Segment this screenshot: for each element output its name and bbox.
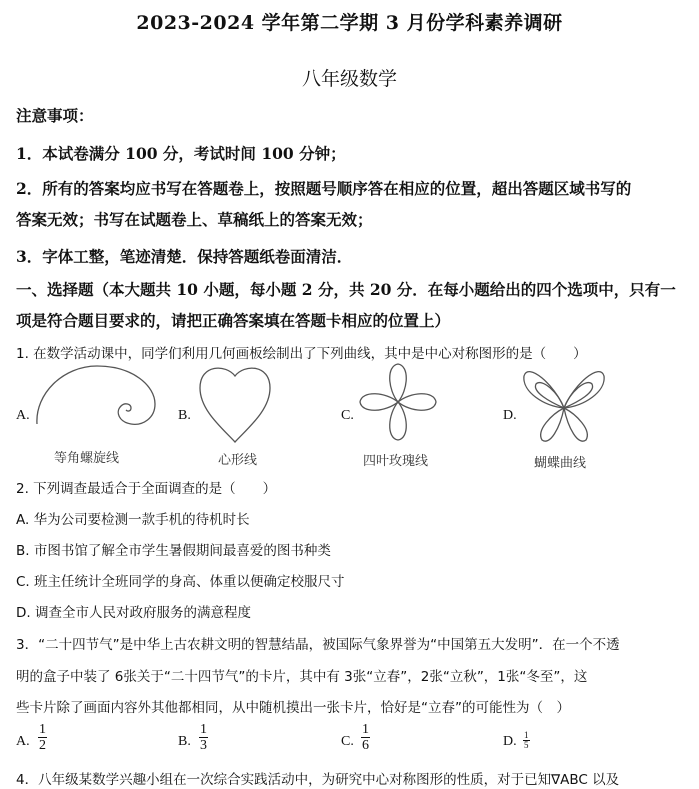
notice-heading: 注意事项：: [16, 106, 94, 125]
q1-option-a-letter: A.: [16, 408, 30, 423]
section-1-line-2: 项是符合题目要求的，请把正确答案填在答题卡相应的位置上）: [16, 311, 451, 330]
notice-item-2-line-2: 答案无效；书写在试题卷上、草稿纸上的答案无效；: [16, 210, 373, 229]
q1-option-a-caption: 等角螺旋线: [54, 450, 120, 465]
q3-option-a-numerator: 1: [39, 722, 46, 737]
q3-option-d-fraction: [523, 731, 530, 750]
butterfly-curve-icon: [520, 362, 608, 446]
q2-option-b: B. 市图书馆了解全市学生暑假期间最喜爱的图书种类: [16, 543, 331, 559]
question-3-line-2: 明的盒子中装了 6张关于“二十四节气”的卡片，其中有 3张“立春”，2张“立秋”，1张“冬至”，这: [16, 669, 588, 685]
q3-option-c-numerator: 1: [362, 722, 369, 737]
question-3-line-3: 些卡片除了画面内容外其他都相同，从中随机摸出一张卡片，恰好是“立春”的可能性为（ ）: [16, 700, 570, 716]
q3-option-b-letter: B.: [178, 734, 191, 749]
four-leaf-rose-icon: [358, 362, 438, 442]
q1-option-c-letter: C.: [341, 408, 354, 423]
question-3-line-1: 3．“二十四节气”是中华上古农耕文明的智慧结晶，被国际气象界誉为“中国第五大发明”．在一个不透: [16, 637, 620, 653]
notice-item-2-line-1: 2．所有的答案均应书写在答题卷上，按照题号顺序答在相应的位置，超出答题区域书写的: [16, 179, 632, 198]
q1-option-d-letter: D.: [503, 408, 517, 423]
q3-option-b-denominator: 3: [200, 738, 207, 753]
q3-option-d-denominator: 5: [524, 740, 529, 750]
q1-option-d-caption: 蝴蝶曲线: [534, 455, 587, 470]
q2-option-a: A. 华为公司要检测一款手机的待机时长: [16, 512, 250, 528]
exam-subtitle: 八年级数学: [301, 68, 397, 90]
q3-option-b-numerator: 1: [200, 722, 207, 737]
question-4-line-1: 4．八年级某数学兴趣小组在一次综合实践活动中，为研究中心对称图形的性质，对于已知∇ABC 以及: [16, 772, 620, 788]
q3-option-c-fraction: [361, 722, 370, 754]
section-1-line-1: 一、选择题（本大题共 10 小题，每小题 2 分，共 20 分．在每小题给出的四个选项中，只有一: [16, 280, 676, 299]
spiral-curve-icon: [33, 364, 163, 428]
q2-option-c: C. 班主任统计全班同学的身高、体重以便确定校服尺寸: [16, 574, 345, 590]
q3-option-d-numerator: 1: [524, 730, 529, 740]
q1-option-b-caption: 心形线: [218, 452, 258, 467]
q3-option-a-letter: A.: [16, 734, 30, 749]
q2-option-d: D. 调查全市人民对政府服务的满意程度: [16, 605, 251, 621]
q3-option-a-denominator: 2: [39, 738, 46, 753]
notice-item-1: 1．本试卷满分 100 分，考试时间 100 分钟；: [16, 144, 346, 163]
exam-title: 2023-2024 学年第二学期 3 月份学科素养调研: [136, 12, 563, 34]
q3-option-c-letter: C.: [341, 734, 354, 749]
q3-option-d-letter: D.: [503, 734, 517, 749]
q3-option-c-denominator: 6: [362, 738, 369, 753]
question-1-stem: 1. 在数学活动课中，同学们利用几何画板绘制出了下列曲线，其中是中心对称图形的是（ ）: [16, 346, 587, 362]
question-2-stem: 2. 下列调查最适合于全面调查的是（ ）: [16, 481, 277, 497]
notice-item-3: 3．字体工整，笔迹清楚．保持答题纸卷面清洁．: [16, 247, 353, 266]
q1-option-c-caption: 四叶玫瑰线: [363, 453, 429, 468]
cardioid-curve-icon: [196, 362, 274, 446]
q3-option-b-fraction: [199, 722, 208, 754]
q3-option-a-fraction: [38, 722, 47, 754]
q1-option-b-letter: B.: [178, 408, 191, 423]
